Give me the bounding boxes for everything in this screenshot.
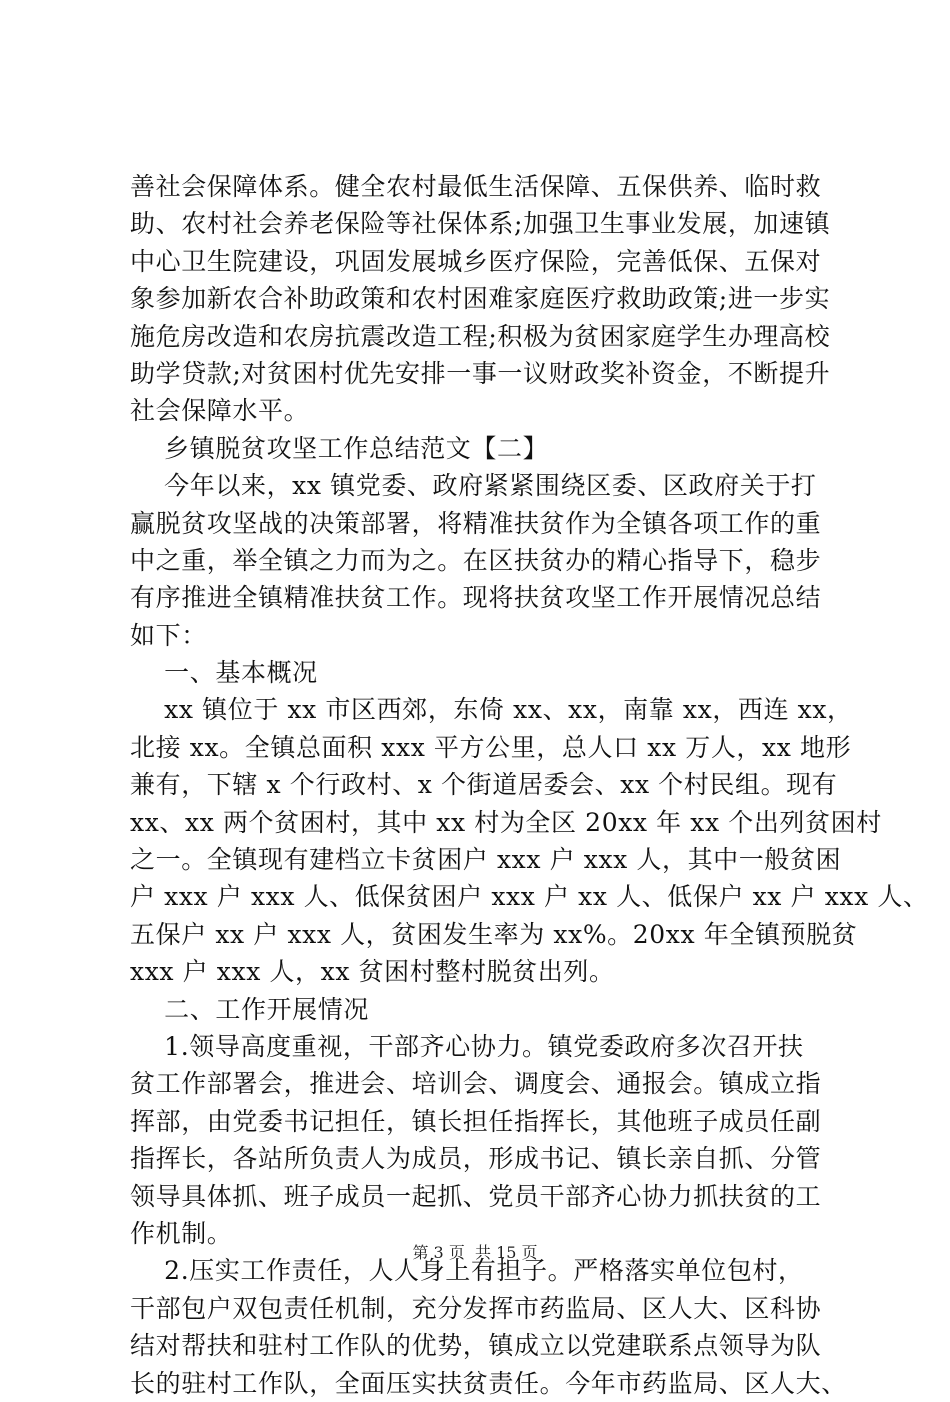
text-line: xx、xx 两个贫困村，其中 xx 村为全区 20xx 年 xx 个出列贫困村 (130, 807, 882, 837)
text-line: 乡镇脱贫攻坚工作总结范文【二】 (130, 433, 549, 463)
text-line: 助学贷款;对贫困村优先安排一事一议财政奖补资金，不断提升 (130, 358, 831, 388)
text-line: 如下： (130, 620, 207, 650)
text-line: 挥部，由党委书记担任，镇长担任指挥长，其他班子成员任副 (130, 1106, 822, 1136)
text-line: xx 镇位于 xx 市区西郊，东倚 xx、xx，南靠 xx，西连 xx， (130, 695, 853, 725)
text-line: 兼有，下辖 x 个行政村、x 个街道居委会、xx 个村民组。现有 (130, 770, 838, 800)
text-line: 北接 xx。全镇总面积 xxx 平方公里，总人口 xx 万人，xx 地形 (130, 732, 852, 762)
text-line: 助、农村社会养老保险等社保体系;加强卫生事业发展，加速镇 (130, 209, 831, 239)
text-line: 善社会保障体系。健全农村最低生活保障、五保供养、临时救 (130, 172, 822, 201)
text-line: 社会保障水平。 (130, 396, 310, 426)
text-line: 作机制。 (130, 1218, 233, 1248)
text-line: 1.领导高度重视，干部齐心协力。镇党委政府多次召开扶 (130, 1031, 804, 1061)
text-line: 施危房改造和农房抗震改造工程;积极为贫困家庭学生办理高校 (130, 321, 831, 351)
text-line: xxx 户 xxx 人，xx 贫困村整村脱贫出列。 (130, 957, 615, 987)
text-line: 一、基本概况 (130, 658, 318, 688)
text-line: 结对帮扶和驻村工作队的优势，镇成立以党建联系点领导为队 (130, 1331, 822, 1361)
text-line: 五保户 xx 户 xxx 人，贫困发生率为 xx%。20xx 年全镇预脱贫 (130, 919, 858, 949)
page-footer: 第 3 页 共 15 页 (412, 1243, 538, 1262)
text-line: 有序推进全镇精准扶贫工作。现将扶贫攻坚工作开展情况总结 (130, 583, 822, 613)
text-line: 二、工作开展情况 (130, 994, 369, 1024)
text-line: 领导具体抓、班子成员一起抓、党员干部齐心协力抓扶贫的工 (130, 1181, 822, 1211)
text-line: 中之重，举全镇之力而为之。在区扶贫办的精心指导下，稳步 (130, 545, 822, 575)
text-line: 贫工作部署会，推进会、培训会、调度会、通报会。镇成立指 (130, 1069, 822, 1099)
text-line: 赢脱贫攻坚战的决策部署，将精准扶贫作为全镇各项工作的重 (130, 508, 822, 538)
text-line: 户 xxx 户 xxx 人、低保贫困户 xxx 户 xx 人、低保户 xx 户 xxx 人、 (130, 882, 929, 912)
text-line: 干部包户双包责任机制，充分发挥市药监局、区人大、区科协 (130, 1293, 822, 1323)
text-line: 长的驻村工作队，全面压实扶贫责任。今年市药监局、区人大、 (130, 1368, 847, 1398)
text-line: 今年以来，xx 镇党委、政府紧紧围绕区委、区政府关于打 (130, 471, 817, 501)
text-line: 指挥长，各站所负责人为成员，形成书记、镇长亲自抓、分管 (130, 1144, 822, 1174)
text-line: 2.压实工作责任，人人身上有担子。严格落实单位包村， (130, 1256, 804, 1286)
text-line: 之一。全镇现有建档立卡贫困户 xxx 户 xxx 人，其中一般贫困 (130, 845, 842, 875)
text-line: 中心卫生院建设，巩固发展城乡医疗保险，完善低保、五保对 (130, 246, 822, 276)
document-body (130, 168, 929, 1402)
text-line: 象参加新农合补助政策和农村困难家庭医疗救助政策;进一步实 (130, 284, 831, 314)
